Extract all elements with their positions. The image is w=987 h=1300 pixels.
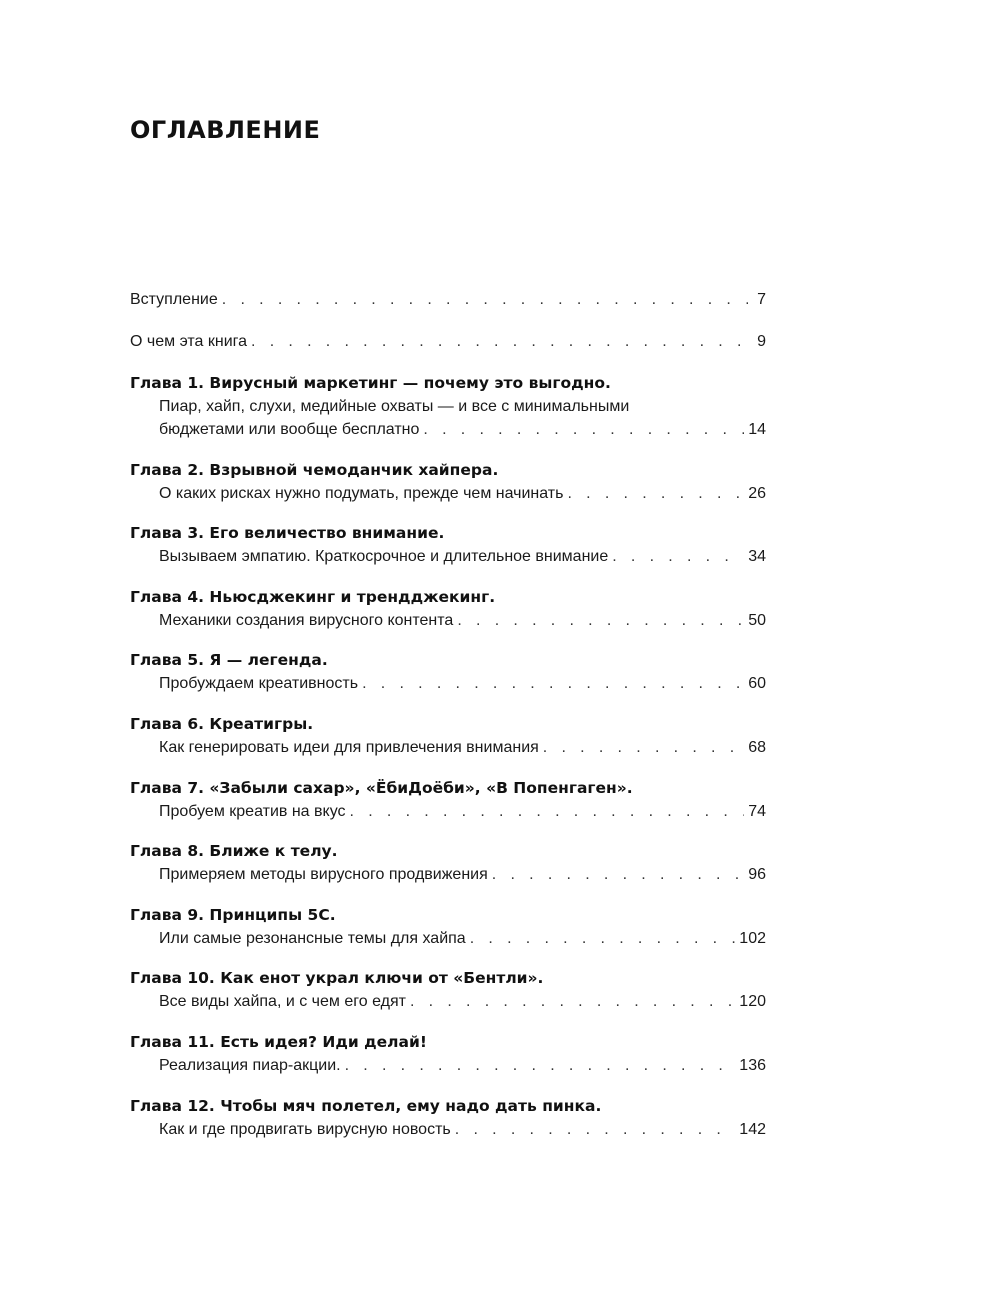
toc-chapter-5[interactable] (130, 649, 766, 695)
chapter-heading: Глава 10. Как енот украл ключи от «Бентли». (130, 969, 544, 988)
toc-page-number: 50 (748, 611, 766, 629)
toc-page-number: 60 (748, 675, 766, 693)
toc-chapter-9[interactable] (130, 904, 766, 950)
dot-leader (543, 736, 744, 759)
toc-chapter-8[interactable] (130, 840, 766, 886)
chapter-subtitle-line: Пиар, хайп, слухи, медийные охваты — и все с минимальными (159, 398, 630, 415)
toc-chapter-3[interactable] (130, 522, 766, 568)
dot-leader (457, 609, 744, 632)
chapter-heading: Глава 3. Его величество внимание. (130, 524, 445, 543)
dot-leader (350, 800, 745, 823)
toc-page-number: 102 (739, 929, 766, 947)
chapter-subtitle: Механики создания вирусного контента (159, 611, 454, 629)
toc-chapter-12[interactable] (130, 1095, 766, 1141)
toc-entry-about-book[interactable] (130, 330, 766, 353)
chapter-subtitle: Примеряем методы вирусного продвижения (159, 866, 488, 884)
chapter-subtitle: Как и где продвигать вирусную новость (159, 1120, 451, 1138)
toc-page-number: 96 (748, 866, 766, 884)
toc-page-number: 136 (739, 1056, 766, 1074)
page-title: ОГЛАВЛЕНИЕ (130, 116, 321, 144)
chapter-heading: Глава 2. Взрывной чемоданчик хайпера. (130, 460, 499, 479)
chapter-heading: Глава 9. Принципы 5С. (130, 905, 336, 924)
toc-chapter-11[interactable] (130, 1031, 766, 1077)
chapter-subtitle: Пробуждаем креативность (159, 675, 359, 693)
toc-chapter-4[interactable] (130, 586, 766, 632)
chapter-heading: Глава 5. Я — легенда. (130, 651, 328, 670)
dot-leader (362, 672, 744, 695)
chapter-heading: Глава 4. Ньюсджекинг и трендджекинг. (130, 587, 496, 606)
toc-page-number: 14 (748, 421, 766, 438)
chapter-subtitle: Вызываем эмпатию. Краткосрочное и длительное внимание (159, 548, 609, 566)
table-of-contents (130, 288, 766, 1158)
toc-entry-text: О чем эта книга (130, 333, 248, 350)
chapter-heading: Глава 1. Вирусный маркетинг — почему это выгодно. (130, 374, 611, 392)
toc-chapter-7[interactable] (130, 777, 766, 823)
chapter-subtitle: Как генерировать идеи для привлечения внимания (159, 738, 539, 756)
toc-entry-introduction[interactable] (130, 288, 766, 311)
chapter-subtitle: бюджетами или вообще бесплатно (159, 421, 420, 438)
dot-leader (470, 927, 736, 950)
chapter-heading: Глава 8. Ближе к телу. (130, 842, 338, 861)
toc-chapter-1[interactable] (130, 372, 766, 441)
toc-chapter-6[interactable] (130, 713, 766, 759)
toc-page-number: 68 (748, 738, 766, 756)
toc-page-number: 74 (748, 802, 766, 820)
toc-entry-text: Вступление (130, 291, 218, 308)
chapter-subtitle: О каких рисках нужно подумать, прежде чем начинать (159, 484, 564, 502)
toc-page-number: 34 (748, 548, 766, 566)
dot-leader (251, 330, 748, 353)
toc-page-number: 26 (748, 484, 766, 502)
toc-page-number: 142 (739, 1120, 766, 1138)
dot-leader (612, 545, 744, 568)
chapter-heading: Глава 7. «Забыли сахар», «ЁбиДоёби», «В Попенгаген». (130, 778, 633, 797)
chapter-subtitle: Или самые резонансные темы для хайпа (159, 929, 466, 947)
chapter-heading: Глава 6. Креатигры. (130, 714, 314, 733)
toc-chapter-10[interactable] (130, 967, 766, 1013)
chapter-subtitle: Все виды хайпа, и с чем его едят (159, 993, 406, 1011)
dot-leader (455, 1118, 736, 1141)
toc-page-number: 7 (757, 291, 766, 308)
toc-chapter-2[interactable] (130, 459, 766, 505)
toc-page-number: 9 (757, 333, 766, 350)
chapter-subtitle: Реализация пиар-акции. (159, 1056, 341, 1074)
dot-leader (567, 482, 744, 505)
toc-page-number: 120 (739, 993, 766, 1011)
dot-leader (222, 288, 748, 311)
chapter-heading: Глава 11. Есть идея? Иди делай! (130, 1032, 427, 1051)
dot-leader (492, 863, 744, 886)
dot-leader (410, 990, 735, 1013)
chapter-subtitle: Пробуем креатив на вкус (159, 802, 346, 820)
chapter-heading: Глава 12. Чтобы мяч полетел, ему надо дать пинка. (130, 1096, 602, 1115)
dot-leader (423, 418, 744, 441)
dot-leader (345, 1054, 736, 1077)
